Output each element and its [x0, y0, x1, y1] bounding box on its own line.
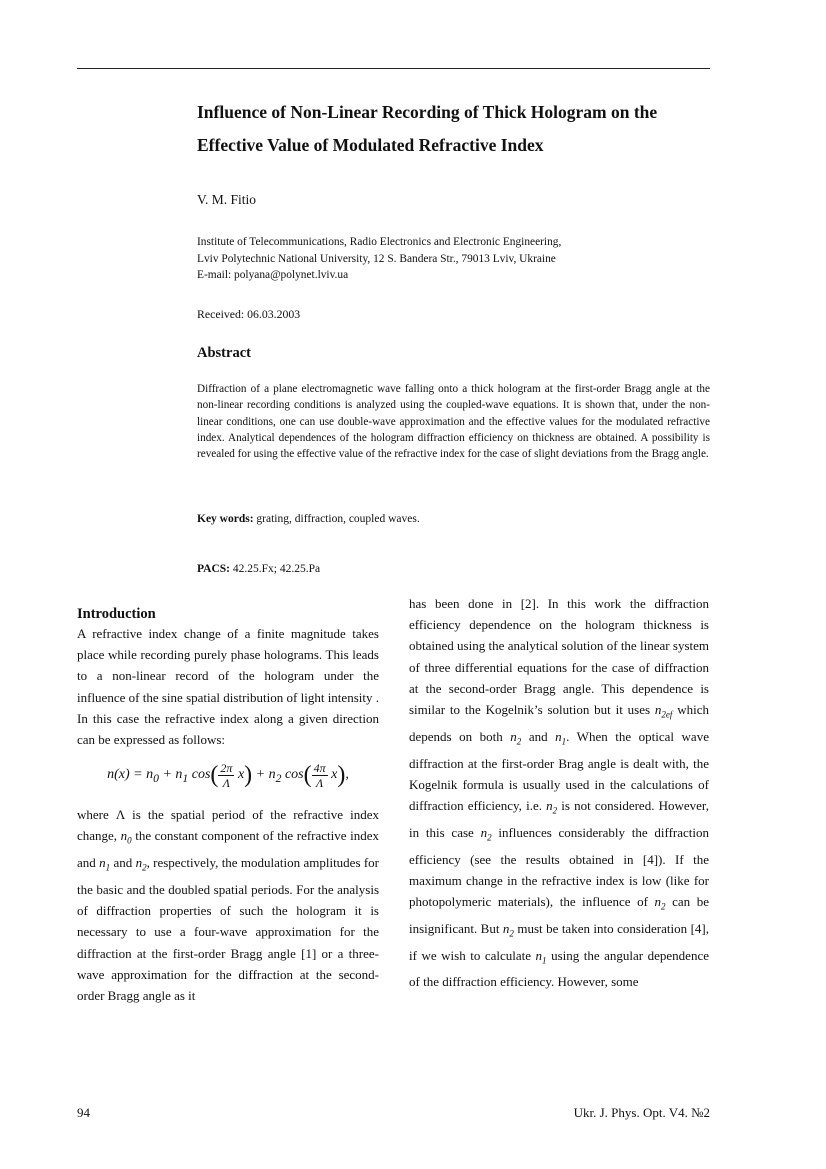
- intro-paragraph-3: has been done in [2]. In this work the diffraction efficiency dependence on the hologram thickness is obtained using the analytical solution of the linear system of three differential equations for the case of diffraction at the second-order Bragg angle. This dependence is similar to the Kogelnik’s solution but it uses $n_{2ef}$ which depends on both $n_2$ and $n_1$. When the optical wave diffraction at the first-order Brag angle is dealt with, the Kogelnik formula is usually used in the calculations of diffraction efficiency, i.e. $n_2$ is not considered. However, in this case $n_2$ influences considerably the diffraction efficiency (see the results obtained in [4]). If the maximum change in the refractive index is low (like for photopolymeric materials), the influence of $n_2$ can be insignificant. But $n_2$ must be taken into consideration [4], if we wish to calculate $n_1$ using the angular dependence of the diffraction efficiency. However, some: [409, 596, 710, 990]
- keywords: [197, 513, 710, 525]
- keywords-label: Key words:: [197, 513, 254, 525]
- left-column: [77, 593, 379, 1006]
- affiliation-line-2: Lviv Polytechnic National University, 12 S. Bandera Str., 79013 Lviv, Ukraine: [197, 252, 556, 265]
- fraction-2pi: $\frac{2\pi}{\Lambda}$: [220, 760, 233, 790]
- introduction-heading: Introduction: [77, 606, 156, 622]
- affiliation-line-1: Institute of Telecommunications, Radio Electronics and Electronic Engineering,: [197, 236, 562, 248]
- pacs-value: 42.25.Fx; 42.25.Pa: [230, 563, 321, 575]
- header-rule: [77, 68, 710, 69]
- pacs: [197, 563, 320, 575]
- right-column: [409, 593, 709, 993]
- received-date: Received: 06.03.2003: [197, 307, 301, 321]
- page-number: 94: [77, 1105, 90, 1120]
- author-name: V. M. Fitio: [197, 192, 257, 207]
- pacs-label: PACS:: [197, 563, 231, 575]
- fraction-4pi: $\frac{4\pi}{\Lambda}$: [313, 760, 326, 790]
- journal-reference: Ukr. J. Phys. Opt. V4. №2: [573, 1105, 710, 1120]
- keywords-value: grating, diffraction, coupled waves.: [253, 513, 420, 525]
- refractive-index-equation: $n(x) = n_0 + n_1$ cos( $\frac{2\pi}{\Lambda}$ $x) + n_2$ cos( $\frac{4\pi}{\Lambda}$ x),: [107, 760, 349, 790]
- affiliation: [197, 234, 717, 284]
- paper-title: Influence of Non-Linear Recording of Thick Hologram on the Effective Value of Modulated Refractive Index: [197, 102, 658, 155]
- intro-paragraph-1: A refractive index change of a finite magnitude takes place while recording purely phase holograms. This leads to a non-linear record of the hologram under the influence of the sine spatial distribution of light intensity . In this case the refractive index along a given direction can be expressed as follows:: [77, 626, 379, 748]
- abstract-heading: Abstract: [197, 345, 251, 361]
- affiliation-email: E-mail: polyana@polynet.lviv.ua: [197, 269, 349, 281]
- intro-paragraph-2: where Λ is the spatial period of the refractive index change, $n_0$ the constant component of the refractive index and $n_1$ and $n_2$, respectively, the modulation amplitudes for the basic and the doubled spatial periods. For the analysis of diffraction properties of such the hologram it is necessary to use a four-wave approximation for the diffraction at the first-order Bragg angle [1] or a three-wave approximation for the diffraction at the second-order Bragg angle as it: [77, 807, 379, 1004]
- abstract-text: Diffraction of a plane electromagnetic wave falling onto a thick hologram at the first-order Bragg angle at the non-linear recording conditions is analyzed using the coupled-wave equations. It is shown that, under the non-linear conditions, one can use double-wave approximation and the effective values for the modulated refractive index. Analytical dependences of the hologram diffraction efficiency on thickness are obtained. A possibility is revealed for using the effective value of the refractive index for the case of slight deviations from the Bragg angle.: [197, 383, 710, 461]
